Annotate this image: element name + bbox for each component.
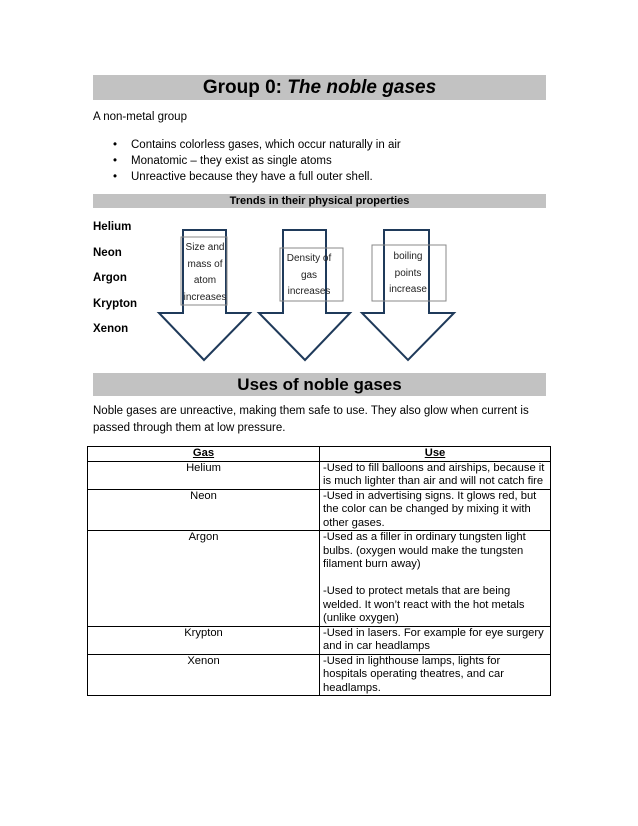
use-cell: -Used as a filler in ordinary tungsten light bulbs. (oxygen would make the tungsten filament burn away) -Used to protect metals that are being welded. It won’t react with the hot metals (unlike oxygen) xyxy=(320,531,551,627)
use-cell: -Used in lasers. For example for eye surgery and in car headlamps xyxy=(320,626,551,654)
gas-cell: Neon xyxy=(88,489,320,531)
arrow-label-line: Density of xyxy=(286,253,332,264)
gas-name: Xenon xyxy=(93,323,129,335)
uses-heading: Uses of noble gases xyxy=(93,373,546,396)
arrow-label-line: increase xyxy=(389,284,427,295)
trends-heading: Trends in their physical properties xyxy=(93,194,546,208)
gas-name: Neon xyxy=(93,246,122,259)
table-row xyxy=(88,654,551,696)
column-header-gas: Gas xyxy=(88,447,320,462)
intro-text: A non-metal group xyxy=(93,111,187,123)
arrow-label-line: increases xyxy=(287,286,331,297)
bullet-list xyxy=(113,137,401,185)
arrow-label-line: gas xyxy=(300,269,318,281)
gas-list xyxy=(93,219,137,347)
gas-cell: Krypton xyxy=(88,626,320,654)
gas-name: Argon xyxy=(93,272,127,284)
title-prefix: Group 0: xyxy=(202,77,288,98)
page-title xyxy=(93,75,546,100)
table-row xyxy=(88,626,551,654)
arrow-label-line: increases xyxy=(183,291,227,303)
uses-intro-text: Noble gases are unreactive, making them safe to use. They also glow when current is passed through them at low pressure. xyxy=(93,405,529,434)
table-row xyxy=(88,531,551,627)
arrow-label-line: boiling xyxy=(393,251,423,262)
gas-name: Helium xyxy=(93,221,132,233)
gas-name: Krypton xyxy=(93,297,138,310)
arrow-label-density xyxy=(279,251,339,301)
table-header-row xyxy=(88,447,551,462)
arrow-label-line: mass of xyxy=(187,258,223,270)
gas-cell: Helium xyxy=(88,461,320,489)
uses-table xyxy=(87,446,551,696)
use-cell: -Used in advertising signs. It glows red, but the color can be changed by mixing it with other gases. xyxy=(320,489,551,531)
arrow-label-line: Size and xyxy=(185,242,225,253)
arrow-label-line: points xyxy=(394,267,422,279)
title-italic: The noble gases xyxy=(287,77,437,98)
arrow-label-line: atom xyxy=(193,275,217,286)
gas-cell: Argon xyxy=(88,531,320,627)
table-row xyxy=(88,489,551,531)
list-item: • Unreactive because they have a full outer shell. xyxy=(113,169,401,185)
use-cell: -Used in lighthouse lamps, lights for hospitals operating theatres, and car headlamps. xyxy=(320,654,551,696)
gas-cell: Xenon xyxy=(88,654,320,696)
list-item: • Monatomic – they exist as single atoms xyxy=(113,153,401,169)
list-item: • Contains colorless gases, which occur naturally in air xyxy=(113,137,401,153)
arrow-label-size xyxy=(180,240,230,306)
use-cell: -Used to fill balloons and airships, because it is much lighter than air and will not catch fire xyxy=(320,461,551,489)
column-header-use: Use xyxy=(320,447,551,462)
arrow-label-boiling xyxy=(375,249,441,299)
table-row xyxy=(88,461,551,489)
